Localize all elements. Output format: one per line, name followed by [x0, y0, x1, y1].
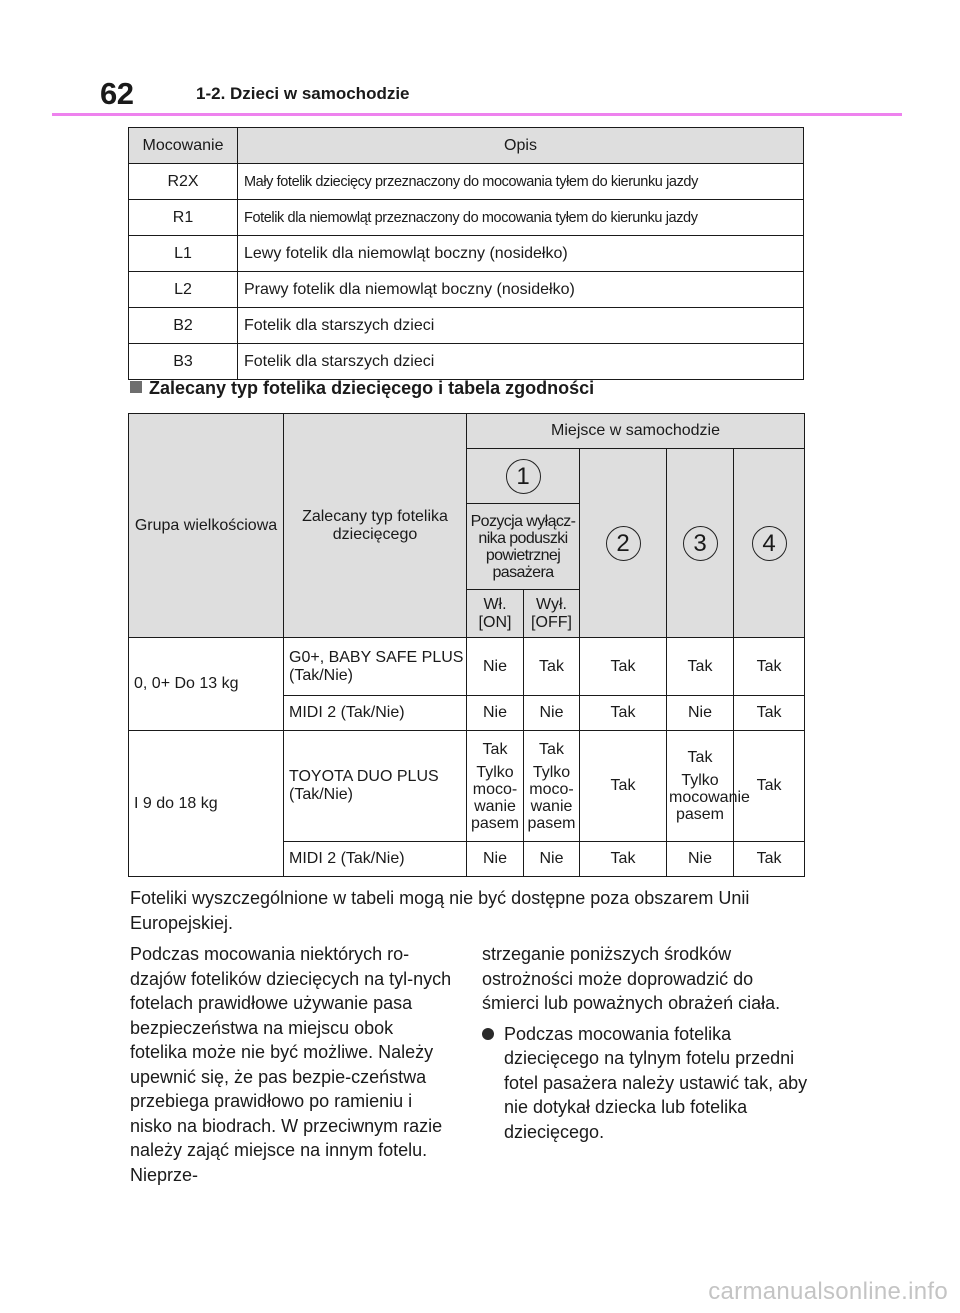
round-bullet-icon [482, 1028, 494, 1040]
bullet-item [482, 1022, 812, 1145]
availability-note: Foteliki wyszczególnione w tabeli mogą nie być dostępne poza obszarem Unii Europejskiej. [130, 888, 750, 933]
compat-subheading [130, 378, 594, 399]
mount-code: B2 [129, 308, 238, 344]
p2-value: Tak [580, 731, 667, 842]
table-row [129, 272, 804, 308]
desc-col-header: Opis [238, 128, 804, 164]
on-value: Nie [467, 696, 524, 731]
position-1-icon: 1 [506, 459, 541, 494]
seat-name: G0+, BABY SAFE PLUS (Tak/Nie) [284, 638, 467, 696]
p3-value: Nie [667, 696, 734, 731]
p4-value: Tak [734, 731, 805, 842]
on-label: Wł. [ON] [467, 590, 524, 638]
p4-value: Tak [734, 696, 805, 731]
on-cell [467, 731, 524, 842]
p4-value: Tak [734, 842, 805, 877]
table-row [129, 200, 804, 236]
square-bullet-icon [130, 381, 142, 393]
mount-table [128, 127, 804, 380]
mount-code: L1 [129, 236, 238, 272]
mount-desc: Mały fotelik dziecięcy przeznaczony do mocowania tyłem do kierunku jazdy [238, 164, 804, 200]
p3-note: Tylko mocowanie pasem [669, 772, 750, 823]
mount-code: R1 [129, 200, 238, 236]
mount-code: B3 [129, 344, 238, 380]
p4-value: Tak [734, 638, 805, 696]
seat-name: MIDI 2 (Tak/Nie) [284, 696, 467, 731]
position-4-cell [734, 449, 805, 638]
mount-desc: Prawy fotelik dla niemowląt boczny (nosidełko) [238, 272, 804, 308]
page-number: 62 [100, 76, 134, 111]
on-value: Nie [467, 638, 524, 696]
table-row [129, 638, 805, 696]
position-4-icon: 4 [752, 526, 787, 561]
table-row [129, 731, 805, 842]
group-col-header: Grupa wielkościowa [129, 414, 284, 638]
size-group: 0, 0+ Do 13 kg [129, 638, 284, 731]
off-cell [524, 731, 580, 842]
header-divider [52, 113, 902, 116]
table-row [129, 236, 804, 272]
on-value: Nie [467, 842, 524, 877]
position-2-icon: 2 [606, 526, 641, 561]
bullet-text: Podczas mocowania fotelika dziecięcego na tylnym fotelu przedni fotel pasażera należy ustawić tak, aby nie dotykał dziecka lub fotelika dziecięcego. [504, 1023, 808, 1142]
p2-value: Tak [580, 696, 667, 731]
watermark: carmanualsonline.info [708, 1278, 948, 1305]
off-value: Tak [524, 638, 580, 696]
mount-code: L2 [129, 272, 238, 308]
compat-subheading-text: Zalecany typ fotelika dziecięcego i tabela zgodności [149, 378, 595, 398]
p2-value: Tak [580, 842, 667, 877]
mount-table-header [129, 128, 804, 164]
table-row [129, 164, 804, 200]
seat-name: MIDI 2 (Tak/Nie) [284, 842, 467, 877]
mount-desc: Fotelik dla starszych dzieci [238, 308, 804, 344]
warning-column-right [482, 942, 812, 1144]
warning-text-left: Podczas mocowania niektórych ro-dzajów fotelików dziecięcych na tyl-nych fotelach prawidłowe używanie pasa bezpieczeństwa na miejscu obok fotelika może nie być możliwe. Należy upewnić się, że pas bezpie-czeństwa przebiega prawidłowo po ramieniu i nisko na biodrach. W przeciwnym razie należy zająć miejsce na innym fotelu. Nieprze- [130, 944, 452, 1185]
p3-value: Tak [687, 749, 713, 766]
p3-value: Nie [667, 842, 734, 877]
warning-text-right: strzeganie poniższych środków ostrożności może doprowadzić do śmierci lub poważnych obrażeń ciała. [482, 944, 781, 1013]
mount-col-header: Mocowanie [129, 128, 238, 164]
table-row [129, 308, 804, 344]
section-title: 1-2. Dzieci w samochodzie [196, 84, 410, 103]
off-note: Tylko moco-wanie pasem [527, 763, 576, 832]
compat-header-row [129, 414, 805, 449]
size-group: I 9 do 18 kg [129, 731, 284, 877]
position-col-header: Miejsce w samochodzie [467, 414, 805, 449]
mount-desc: Fotelik dla niemowląt przeznaczony do mocowania tyłem do kierunku jazdy [238, 200, 804, 236]
mount-desc: Fotelik dla starszych dzieci [238, 344, 804, 380]
seat-name: TOYOTA DUO PLUS (Tak/Nie) [284, 731, 467, 842]
table-row [129, 344, 804, 380]
position-3-cell [667, 449, 734, 638]
position-3-icon: 3 [683, 526, 718, 561]
p3-cell [667, 731, 750, 842]
mount-code: R2X [129, 164, 238, 200]
compat-table [128, 413, 805, 877]
on-value: Tak [482, 740, 508, 758]
mount-desc: Lewy fotelik dla niemowląt boczny (nosidełko) [238, 236, 804, 272]
off-value: Tak [539, 740, 564, 758]
p2-value: Tak [580, 638, 667, 696]
seat-col-header: Zalecany typ fotelika dziecięcego [284, 414, 467, 638]
position-2-cell [580, 449, 667, 638]
off-label: Wył. [OFF] [524, 590, 580, 638]
p3-value: Tak [667, 638, 734, 696]
on-note: Tylko moco-wanie pasem [470, 763, 520, 832]
position-1-cell [467, 449, 580, 504]
airbag-switch-label: Pozycja wyłącz-nika poduszki powietrznej pasażera [467, 504, 580, 590]
off-value: Nie [524, 696, 580, 731]
off-value: Nie [524, 842, 580, 877]
